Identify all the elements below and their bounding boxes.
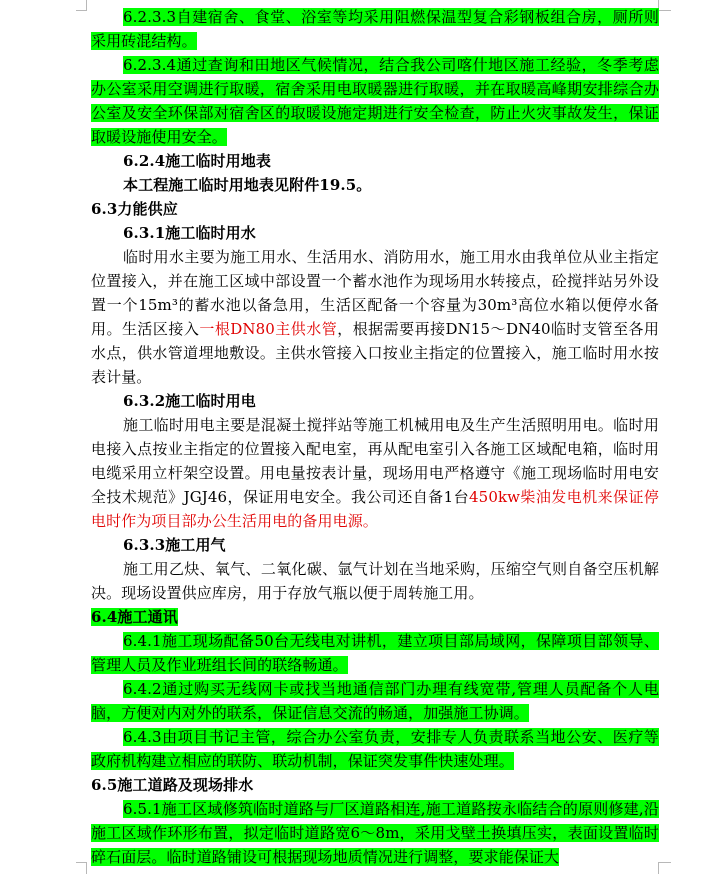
- text-run: 6.2.3.4通过查询和田地区气候情况，结合我公司喀什地区施工经验，冬季考虑办公室采用空调进行取暖，宿舍采用电取暖器进行取暖，并在取暖高峰期安排综合办公室及安全环保部对宿舍区的取暖设施定期进行安全检查，防止火灾事故发生，保证取暖设施使用安全。: [91, 56, 659, 146]
- paragraph-h-632: [91, 389, 659, 413]
- text-run: 本工程施工临时用地表见附件19.5。: [123, 176, 372, 194]
- text-run: 6.3力能供应: [91, 200, 178, 218]
- paragraph-h-63: [91, 197, 659, 221]
- text-run: 6.2.4施工临时用地表: [123, 152, 271, 170]
- paragraph-h-65: [91, 773, 659, 797]
- paragraph-p-6234: [91, 53, 659, 149]
- paragraph-p-632: [91, 413, 659, 533]
- text-run: 6.3.1施工临时用水: [123, 224, 256, 242]
- paragraph-p-651: [91, 797, 659, 869]
- paragraph-h-633: [91, 533, 659, 557]
- paragraph-p-641: [91, 629, 659, 677]
- text-run: 6.3.2施工临时用电: [123, 392, 256, 410]
- text-run: 6.4.1施工现场配备50台无线电对讲机，建立项目部局域网，保障项目部领导、管理人员及作业班组长间的联络畅通。: [91, 632, 659, 674]
- document-body: [91, 5, 659, 869]
- text-run: 6.5施工道路及现场排水: [91, 776, 254, 794]
- text-run: ，根据需要再接DN15～DN40临时支管至各用水点，供水管道埋地敷设。主供水管接入口按业主指定的位置接入，施工临时用水按表计量。: [91, 320, 660, 386]
- text-run: 6.2.3.3自建宿舍、食堂、浴室等均采用阻燃保温型复合彩钢板组合房，厕所则采用砖混结构。: [91, 8, 659, 50]
- paragraph-p-643: [91, 725, 659, 773]
- paragraph-h-64: [91, 605, 659, 629]
- text-run: 6.3.3施工用气: [123, 536, 226, 554]
- text-run: 施工用乙炔、氧气、二氧化碳、氩气计划在当地采购，压缩空气则自备空压机解决。现场设置供应库房，用于存放气瓶以便于周转施工用。: [91, 560, 659, 602]
- paragraph-p-624: [91, 173, 659, 197]
- text-run: 6.5.1施工区域修筑临时道路与厂区道路相连,施工道路按永临结合的原则修建,沿施工区域作环形布置，拟定临时道路宽6～8m，采用戈壁土换填压实，表面设置临时碎石面层。临时道路铺设可根据现场地质情况进行调整，要求能保证大: [91, 800, 659, 866]
- paragraph-h-631: [91, 221, 659, 245]
- margin-mark-top-right: [658, 0, 671, 11]
- text-run: 6.4.3由项目书记主管，综合办公室负责，安排专人负责联系当地公安、医疗等政府机构建立相应的联防、联动机制，保证突发事件快速处理。: [91, 728, 659, 770]
- text-run: 一根DN80主供水管: [199, 320, 338, 338]
- margin-mark-top-left: [76, 0, 87, 11]
- text-run: 6.4.2通过购买无线网卡或找当地通信部门办理有线宽带,管理人员配备个人电脑，方便对内对外的联系，保证信息交流的畅通，加强施工协调。: [91, 680, 659, 722]
- paragraph-p-6233: [91, 5, 659, 53]
- paragraph-p-642: [91, 677, 659, 725]
- text-run: 6.4施工通讯: [91, 608, 178, 626]
- text-run: 450kw柴油发电机来保证停电时作为项目部办公生活用电的备用电源。: [91, 488, 659, 530]
- paragraph-p-633: [91, 557, 659, 605]
- paragraph-h-624: [91, 149, 659, 173]
- text-run: 施工临时用电主要是混凝土搅拌站等施工机械用电及生产生活照明用电。临时用电接入点按业主指定的位置接入配电室，再从配电室引入各施工区域配电箱，临时用电缆采用立杆架空设置。用电量按表计量，现场用电严格遵守《施工现场临时用电安全技术规范》JGJ46，保证用电安全。我公司还自备1台: [91, 416, 659, 506]
- text-run: 临时用水主要为施工用水、生活用水、消防用水，施工用水由我单位从业主指定位置接入，并在施工区域中部设置一个蓄水池作为现场用水转接点，砼搅拌站另外设置一个15m³的蓄水池以备急用，生活区配备一个容量为30m³高位水箱以便停水备用。生活区接入: [91, 248, 659, 338]
- margin-mark-bottom-right: [658, 862, 671, 874]
- margin-mark-bottom-left: [76, 862, 87, 874]
- paragraph-p-631: [91, 245, 659, 389]
